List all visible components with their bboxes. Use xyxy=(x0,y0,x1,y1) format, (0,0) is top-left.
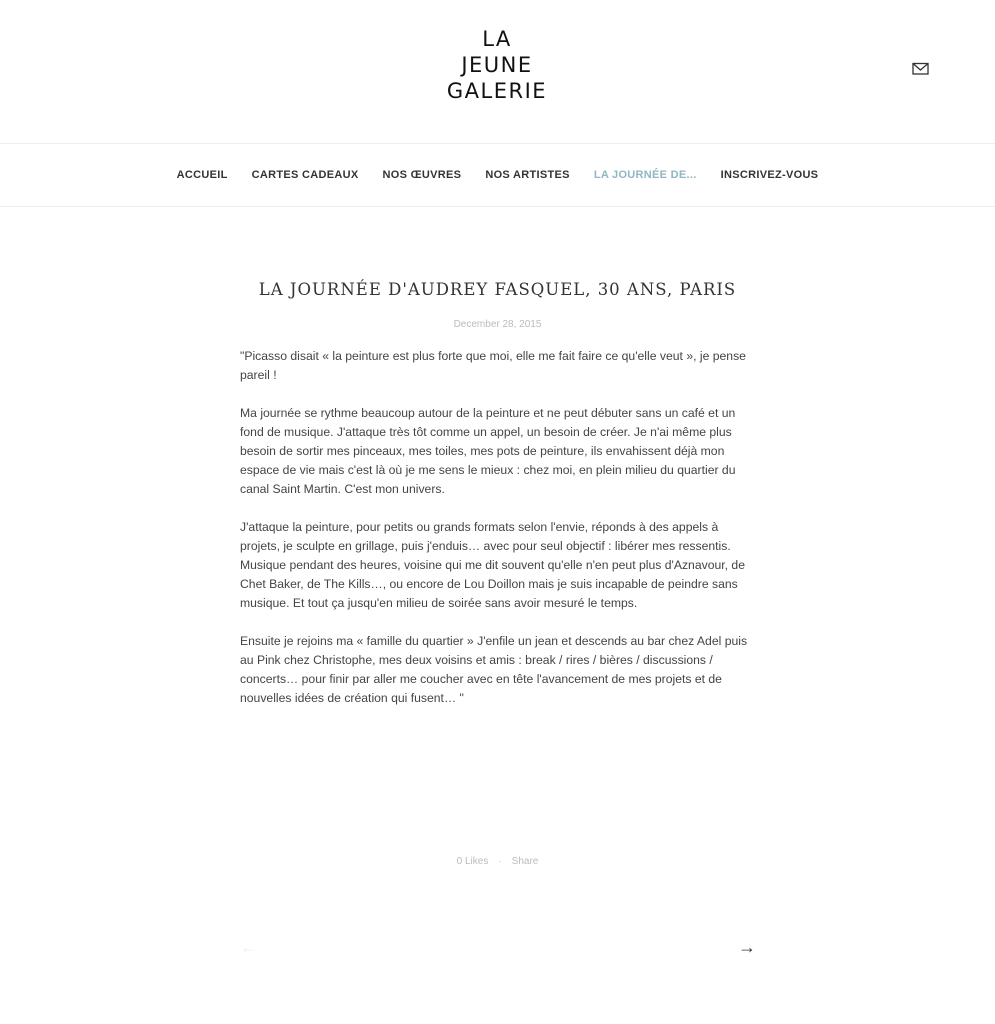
post-paragraph: J'attaque la peinture, pour petits ou grands formats selon l'envie, réponds à des appels à projets, je sculpte en grillage, puis j'enduis… avec pour seul objectif : libérer mes ressentis. Musique pendant des heures, voisine qui me dit souvent qu'elle n'en peut plus d'Aznavour, de Chet Baker, de The Kills…, ou encore de Lou Doillon mais je suis incapable de peindre sans musique. Et tout ça jusqu'en milieu de soirée sans avoir mesuré le temps. xyxy=(240,520,745,610)
prev-post-arrow-icon[interactable]: ← xyxy=(240,937,258,957)
post-title: LA JOURNÉE D'AUDREY FASQUEL, 30 ANS, PARIS xyxy=(258,280,737,299)
likes-link[interactable]: 0 Likes xyxy=(456,856,489,867)
post-date: December 28, 2015 xyxy=(453,319,542,330)
meta-separator: · xyxy=(498,856,502,867)
logo-line-3: GALERIE xyxy=(446,79,548,103)
nav-accueil[interactable]: ACCUEIL xyxy=(176,169,228,181)
nav-la-journee-de[interactable]: LA JOURNÉE DE... xyxy=(593,169,697,181)
main-nav xyxy=(0,144,995,207)
site-logo[interactable] xyxy=(397,26,597,104)
share-link[interactable]: Share xyxy=(511,856,539,867)
post-paragraph: "Picasso disait « la peinture est plus forte que moi, elle me fait faire ce qu'elle veut », je pense pareil ! xyxy=(240,349,746,382)
nav-inscrivez-vous[interactable]: INSCRIVEZ-VOUS xyxy=(720,169,819,181)
logo-line-2: JEUNE xyxy=(461,53,533,77)
nav-cartes-cadeaux[interactable]: CARTES CADEAUX xyxy=(251,169,359,181)
site-header xyxy=(0,0,995,144)
next-post-arrow-icon[interactable]: → xyxy=(738,937,756,957)
post-paragraph: Ensuite je rejoins ma « famille du quartier » J'enfile un jean et descends au bar chez Adel puis au Pink chez Christophe, mes deux voisins et amis : break / rires / bières / discussions / concerts… pour finir par aller me coucher avec en tête l'avancement de mes projets et de nouvelles idées de création qui fusent… " xyxy=(240,634,748,705)
post-paragraph: Ma journée se rythme beaucoup autour de la peinture et ne peut débuter sans un café et un fond de musique. J'attaque très tôt comme un appel, un besoin de créer. Je n'ai même plus besoin de sortir mes pinceaux, mes toiles, mes pots de peinture, ils envahissent déjà mon espace de vie mais c'est là où je me sens le mieux : chez moi, en plein milieu du quartier du canal Saint Martin. C'est mon univers. xyxy=(240,406,736,496)
post-meta xyxy=(0,856,995,867)
post-body xyxy=(240,347,760,727)
nav-nos-oeuvres[interactable]: NOS ŒUVRES xyxy=(382,169,462,181)
nav-nos-artistes[interactable]: NOS ARTISTES xyxy=(485,169,570,181)
logo-line-1: LA xyxy=(482,27,512,51)
mail-icon[interactable] xyxy=(912,62,930,76)
